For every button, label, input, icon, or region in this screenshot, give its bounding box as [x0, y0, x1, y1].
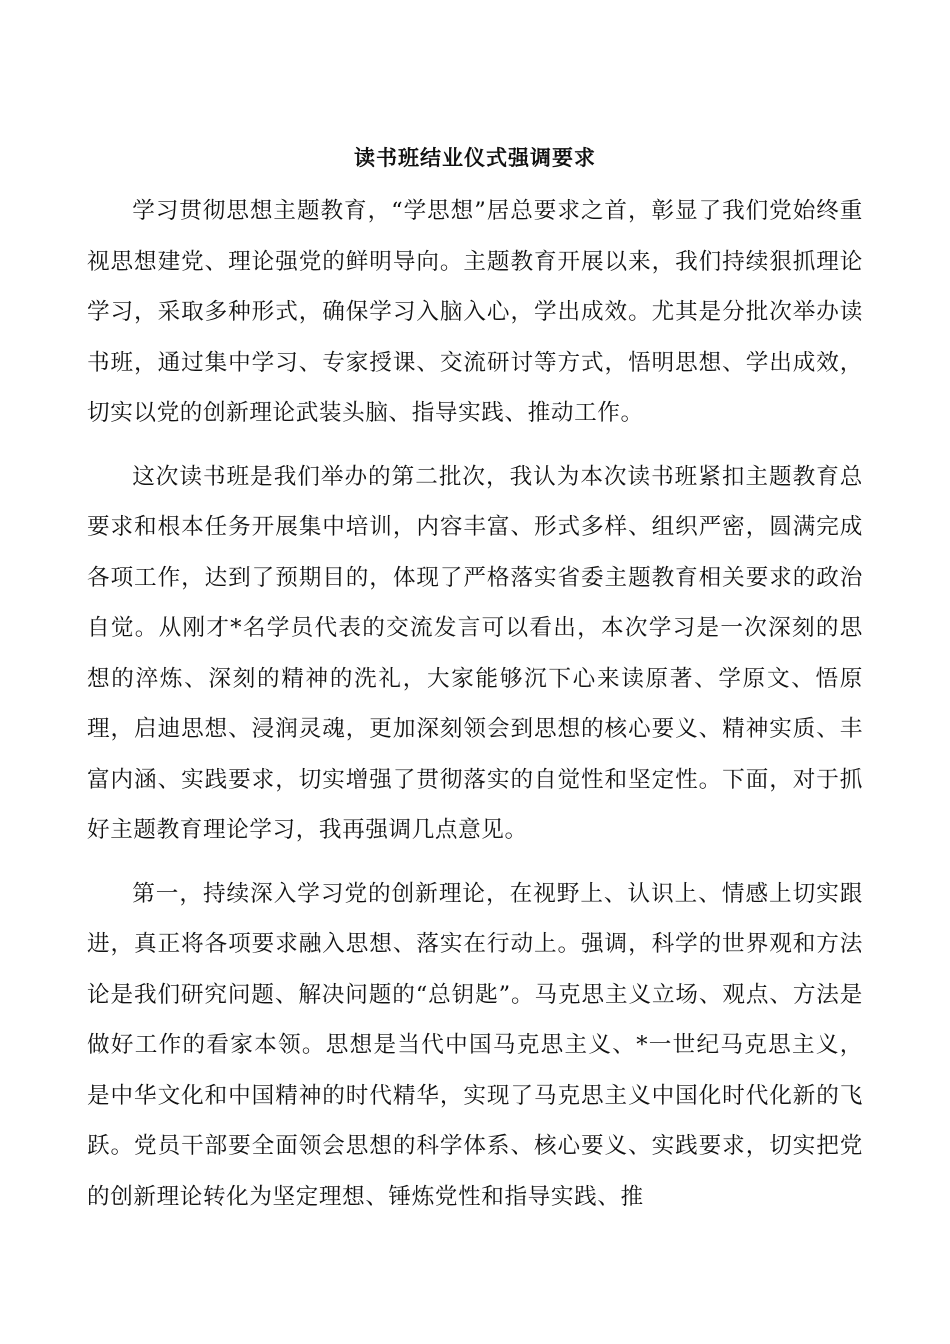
document-title: 读书班结业仪式强调要求 — [354, 145, 596, 170]
paragraph-2: 这次读书班是我们举办的第二批次，我认为本次读书班紧扣主题教育总要求和根本任务开展集中培训，内容丰富、形式多样、组织严密，圆满完成各项工作，达到了预期目的，体现了严格落实省委主题教育相关要求的政治自觉。从刚才*名学员代表的交流发言可以看出，本次学习是一次深刻的思想的淬炼、深刻的精神的洗礼，大家能够沉下心来读原著、学原文、悟原理，启迪思想、浸润灵魂，更加深刻领会到思想的核心要义、精神实质、丰富内涵、实践要求，切实增强了贯彻落实的自觉性和坚定性。下面，对于抓好主题教育理论学习，我再强调几点意见。 — [87, 463, 863, 843]
paragraph-3: 第一，持续深入学习党的创新理论，在视野上、认识上、情感上切实跟进，真正将各项要求融入思想、落实在行动上。强调，科学的世界观和方法论是我们研究问题、解决问题的“总钥匙”。马克思主义立场、观点、方法是做好工作的看家本领。思想是当代中国马克思主义、*一世纪马克思主义，是中华文化和中国精神的时代精华，实现了马克思主义中国化时代化新的飞跃。党员干部要全面领会思想的科学体系、核心要义、实践要求，切实把党的创新理论转化为坚定理想、锤炼党性和指导实践、推 — [87, 880, 863, 1210]
paragraph-1: 学习贯彻思想主题教育，“学思想”居总要求之首，彰显了我们党始终重视思想建党、理论强党的鲜明导向。主题教育开展以来，我们持续狠抓理论学习，采取多种形式，确保学习入脑入心，学出成效。尤其是分批次举办读书班，通过集中学习、专家授课、交流研讨等方式，悟明思想、学出成效，切实以党的创新理论武装头脑、指导实践、推动工作。 — [87, 198, 863, 426]
document-body — [87, 186, 863, 1222]
